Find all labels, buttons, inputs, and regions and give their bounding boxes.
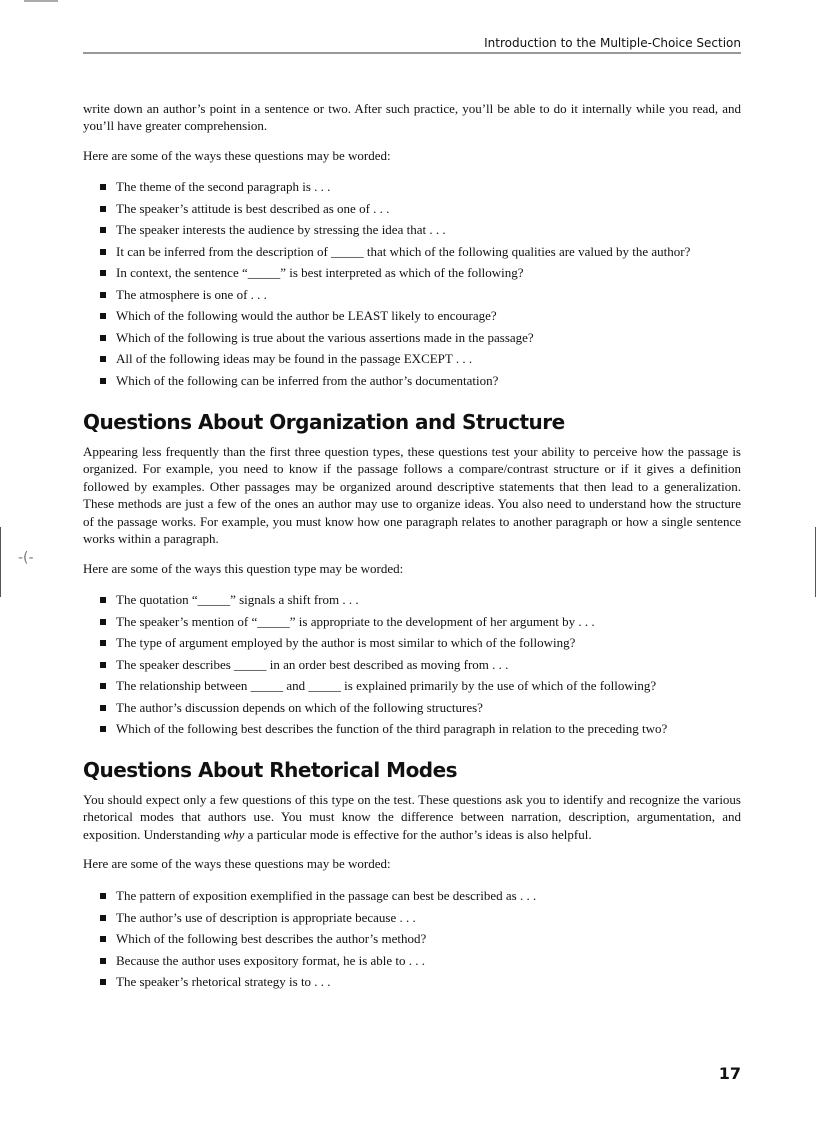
list-item: The speaker describes _____ in an order best described as moving from . . . xyxy=(100,656,740,678)
list-item: Which of the following best describes the function of the third paragraph in relation to the preceding two? xyxy=(100,720,740,742)
list-item: The speaker’s rhetorical strategy is to . . . xyxy=(100,973,740,995)
emphasis: why xyxy=(223,826,245,842)
text: You should expect only a few questions of this type on the test. These questions ask you to identify and recognize the various rhetorical modes that authors use. You must know the difference between narration, description, argumentation, and exposition. Understanding xyxy=(83,792,741,842)
list-item: Which of the following best describes the author’s method? xyxy=(100,930,740,952)
rhetorical-bullet-list xyxy=(100,887,740,995)
text: a particular mode is effective for the author’s ideas is also helpful. xyxy=(244,826,592,842)
list-item: Because the author uses expository format, he is able to . . . xyxy=(100,952,740,974)
list-item: The theme of the second paragraph is . . . xyxy=(100,178,740,200)
list-item: Which of the following can be inferred from the author’s documentation? xyxy=(100,372,740,394)
intro-bullet-list xyxy=(100,178,740,393)
list-item: The speaker’s mention of “_____” is appropriate to the development of her argument by . . . xyxy=(100,613,740,635)
list-item: Which of the following is true about the various assertions made in the passage? xyxy=(100,329,740,351)
section-heading-rhetorical: Questions About Rhetorical Modes xyxy=(83,758,458,782)
registration-mark-icon: -(- xyxy=(18,550,34,566)
list-item: It can be inferred from the description of _____ that which of the following qualities are valued by the author? xyxy=(100,243,740,265)
organization-bullet-list xyxy=(100,591,740,742)
list-item: The quotation “_____” signals a shift from . . . xyxy=(100,591,740,613)
crop-mark xyxy=(24,0,58,2)
list-item: The author’s discussion depends on which of the following structures? xyxy=(100,699,740,721)
organization-paragraph: Appearing less frequently than the first three question types, these questions test your ability to perceive how the passage is organized. For example, you need to know if the passage follows a compare/contrast structure or if it gives a definition followed by examples. Other passages may be organized around descriptive statements that then lead to a generalization. These methods are just a few of the ones an author may use to organize ideas. You also need to understand how the structure of the passage works. For example, you must know how one paragraph relates to another paragraph or how a single sentence works within a paragraph. xyxy=(83,444,741,547)
list-item: The speaker interests the audience by stressing the idea that . . . xyxy=(100,221,740,243)
list-item: The pattern of exposition exemplified in the passage can best be described as . . . xyxy=(100,887,740,909)
list-item: All of the following ideas may be found in the passage EXCEPT . . . xyxy=(100,350,740,372)
list-item: In context, the sentence “_____” is best interpreted as which of the following? xyxy=(100,264,740,286)
running-header: Introduction to the Multiple-Choice Section xyxy=(83,36,741,54)
section-heading-organization: Questions About Organization and Structure xyxy=(83,410,565,434)
list-item: The atmosphere is one of . . . xyxy=(100,286,740,308)
rhetorical-lead-in: Here are some of the ways these questions may be worded: xyxy=(83,856,391,871)
list-item: The type of argument employed by the author is most similar to which of the following? xyxy=(100,634,740,656)
organization-lead-in: Here are some of the ways this question type may be worded: xyxy=(83,561,404,576)
page-number: 17 xyxy=(718,1064,741,1083)
margin-rule-left xyxy=(0,527,1,597)
rhetorical-paragraph xyxy=(83,791,741,843)
intro-paragraph: write down an author’s point in a sentence or two. After such practice, you’ll be able to do it internally while you read, and you’ll have greater comprehension. xyxy=(83,101,741,134)
intro-lead-in: Here are some of the ways these questions may be worded: xyxy=(83,148,391,163)
list-item: The speaker’s attitude is best described as one of . . . xyxy=(100,200,740,222)
list-item: The relationship between _____ and _____ is explained primarily by the use of which of the following? xyxy=(100,677,740,699)
list-item: Which of the following would the author be LEAST likely to encourage? xyxy=(100,307,740,329)
list-item: The author’s use of description is appropriate because . . . xyxy=(100,909,740,931)
